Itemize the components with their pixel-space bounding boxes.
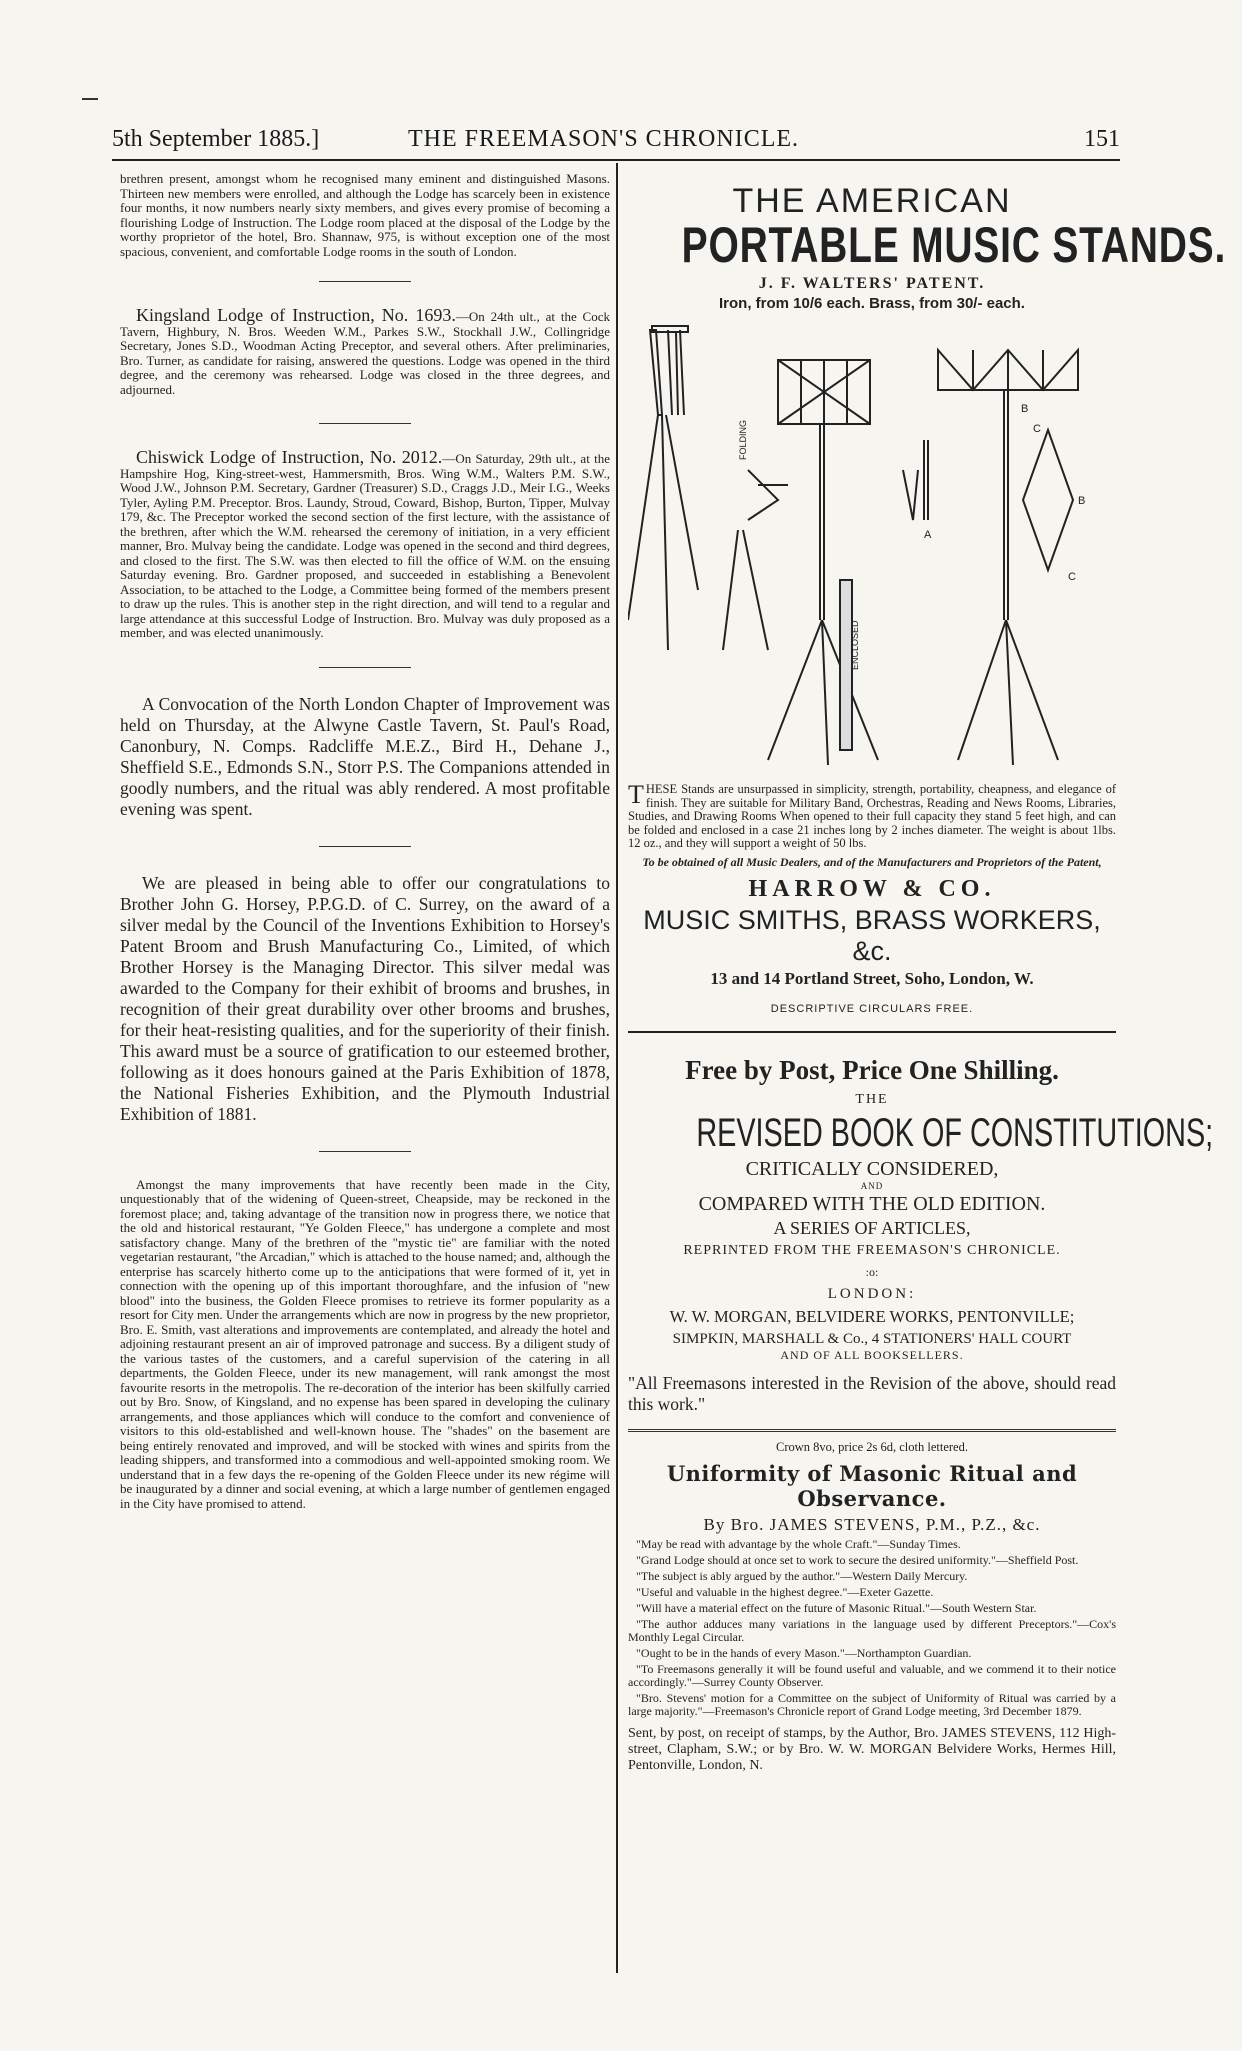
golden-fleece-article	[120, 1178, 610, 1512]
review-item: "May be read with advantage by the whole Craft."—Sunday Times.	[636, 1536, 961, 1551]
book-and: AND	[860, 1180, 884, 1191]
drop-cap: T	[628, 780, 644, 809]
lyre-stand-drawing	[903, 350, 1078, 765]
book-ornament: :o:	[865, 1264, 879, 1279]
book-reprinted: REPRINTED FROM THE FREEMASON'S CHRONICLE.	[683, 1242, 1061, 1258]
horsey-text: We are pleased in being able to offer our congratulations to Brother John G. Horsey, P.P.G.D. of C. Surrey, on the award of a silver medal by the Council of the Inventions Exhibition to Horsey's Patent Broom and Brush Manufacturing Co., Limited, of which Brother Horsey is the Managing Director. This silver medal was awarded to the Company for their exhibit of brooms and brushes, in recognition of their great durability over other brooms and brushes, for their heat-resisting qualities, and for the superiority of their finish. This award must be a source of gratification to our esteemed brother, following as it does honours gained at the Paris Exhibition of 1878, the National Fisheries Exhibition, and the Plymouth Industrial Exhibition of 1881.	[120, 872, 610, 1124]
review-item: "The subject is ably argued by the author."—Western Daily Mercury.	[636, 1568, 968, 1583]
book-london: LONDON:	[827, 1285, 917, 1302]
chiswick-text: —On Saturday, 29th ult., at the Hampshire Hog, King-street-west, Hammersmith, Bros. Wing W.M., Walters P.M. S.W., Wood J.W., Johnson P.M. Secretary, Gardner (Treasurer) S.D., Craggs J.D., Meir I.G., Weeks Tyler, Ayling P.M. Preceptor. Bros. Laundy, Stroud, Coward, Bishop, Burton, Tipper, Mulvay 179, &c. The Preceptor worked the second section of the first lecture, with the assistance of the brethren, after which the W.M. rehearsed the ceremony of initiation, in a very efficient manner, Bro. Mulvay being the candidate. Lodge was opened in the second and third degrees, and closed to the first. The S.W. was then elected to fill the office of W.M. on the ensuing Saturday evening. Bro. Gardner proposed, and succeeded in establishing a Benevolent Association, to be attached to the Lodge, a Committee being formed of the members present to draw up the rules. This is another step in the right direction, and will tend to a regular and large attendance at this successful Lodge of Instruction. Bro. Mulvay was duly proposed as a member, and was elected unanimously.	[120, 451, 611, 640]
constitutions-advert	[628, 1054, 1214, 1415]
ad-trades: MUSIC SMITHS, BRASS WORKERS, &c.	[643, 904, 1101, 966]
uniformity-title: Uniformity of Masonic Ritual and Observance.	[666, 1460, 1078, 1511]
book-publisher-3: AND OF ALL BOOKSELLERS.	[780, 1347, 964, 1362]
ad-patent: J. F. WALTERS' PATENT.	[758, 275, 986, 292]
left-column	[120, 172, 610, 1511]
music-stands-illustration	[628, 320, 1098, 770]
convocation-text: A Convocation of the North London Chapter of Improvement was held on Thursday, at the Alwyne Castle Tavern, St. Paul's Road, Canonbury, N. Comps. Radcliffe M.E.Z., Bird H., Dehane J., Sheffield S.E., Edmonds S.N., Storr P.S. The Companions attended in goodly numbers, and the ritual was ably rendered. A most profitable evening was spent.	[120, 693, 610, 819]
golden-fleece-text: Amongst the many improvements that have recently been made in the City, unquestionably that of the widening of Queen-street, Cheapside, may be reckoned in the foremost place; and, taking advantage of the transition now in progress there, we notice that the old and historical restaurant, "Ye Golden Fleece," has undergone a complete and most satisfactory change. Many of the brethren of the "mystic tie" are familiar with the noted vegetarian restaurant, "the Arcadian," which is attached to the house named; and, although the enterprise has scarcely hitherto come up to the anticipations that were formed of it, yet in connection with the opening up of this important thoroughfare, and the infusion of "new blood" into the business, the Golden Fleece promises to retrieve its former popularity as a resort for City men. Under the arrangements which are now in progress by the new proprietor, Bro. E. Smith, vast alterations and improvements are contemplated, and already the hotel and adjoining restaurant present an air of improved patronage and success. By a diligent study of the various tastes of the customers, and a careful supervision of the catering in all departments, the Golden Fleece, under its new management, will rank amongst the most favourite resorts in the metropolis. The re-decoration of the interior has been skilfully carried out by Bro. Snow, of Kingsland, and no expense has been spared in developing the culinary arrangements, and those appliances which will conduce to the comfort and convenience of visitors to this old-established and well-known house. The "shades" on the basement are being entirely renovated and improved, and will be stocked with wines and spirits from the leading shippers, and transformed into a commodious and well-appointed smoking room. We understand that in a few days the re-opening of the Golden Fleece under its new régime will be inaugurated by a dinner and social evening, at which a large number of gentlemen engaged in the City have promised to attend.	[120, 1176, 610, 1511]
label-b: B	[1021, 403, 1029, 415]
book-publisher-1: W. W. MORGAN, BELVIDERE WORKS, PENTONVILLE;	[669, 1306, 1075, 1326]
label-b2: B	[1078, 495, 1086, 507]
ad-circulars: DESCRIPTIVE CIRCULARS FREE.	[770, 1002, 974, 1015]
ad-prices: Iron, from 10/6 each. Brass, from 30/- each.	[719, 295, 1025, 312]
double-rule	[628, 1429, 1116, 1432]
folding-label: FOLDING	[738, 419, 748, 460]
separator	[319, 281, 411, 282]
uniformity-ordering: Sent, by post, on receipt of stamps, by the Author, Bro. JAMES STEVENS, 112 High-street, Clapham, S.W.; or by Bro. W. W. MORGAN Belvidere Works, Hermes Hill, Pentonville, London, N.	[628, 1725, 1116, 1773]
ad-company: HARROW & CO.	[748, 875, 996, 902]
chiswick-article	[120, 447, 611, 641]
horsey-article	[120, 873, 610, 1125]
separator	[319, 423, 411, 424]
review-item: "Useful and valuable in the highest degree."—Exeter Gazette.	[636, 1584, 934, 1599]
book-publisher-2: SIMPKIN, MARSHALL & Co., 4 STATIONERS' HALL COURT	[672, 1330, 1072, 1347]
book-title: REVISED BOOK OF CONSTITUTIONS;	[696, 1110, 1214, 1155]
review-item: "Will have a material effect on the future of Masonic Ritual."—South Western Star.	[636, 1600, 1037, 1615]
uniformity-advert	[628, 1440, 1116, 1774]
kingsland-text: —On 24th ult., at the Cock Tavern, Highbury, N. Bros. Weeden W.M., Parkes S.W., Stockhall J.W., Collingridge Secretary, Jones S.D., Woodman Acting Preceptor, and several others. After preliminaries, Bro. Turner, as candidate for raising, answered the questions. Lodge was opened in the third degree, and the ceremony was rehearsed. Lodge was closed in the three degrees, and adjourned.	[120, 309, 610, 397]
book-critically: CRITICALLY CONSIDERED,	[745, 1157, 999, 1180]
review-item: "Grand Lodge should at once set to work to secure the desired uniformity."—Sheffield Post.	[636, 1552, 1079, 1567]
separator	[319, 1151, 411, 1152]
right-column	[628, 172, 1227, 1774]
review-item: "The author adduces many variations in the language used by different Preceptors."—Cox's Monthly Legal Circular.	[628, 1616, 1116, 1644]
label-c: C	[1033, 423, 1041, 435]
margin-mark	[82, 98, 98, 100]
review-item: "Ought to be in the hands of every Mason."—Northampton Guardian.	[636, 1645, 972, 1660]
article-continuation	[120, 172, 610, 259]
page-number: 151	[1084, 126, 1120, 152]
uniformity-price: Crown 8vo, price 2s 6d, cloth lettered.	[776, 1439, 968, 1454]
book-quote: "All Freemasons interested in the Revision of the above, should read this work."	[628, 1372, 1116, 1414]
book-series: A SERIES OF ARTICLES,	[773, 1217, 971, 1238]
label-a: A	[924, 529, 932, 541]
book-compared: COMPARED WITH THE OLD EDITION.	[698, 1192, 1046, 1215]
kingsland-article	[120, 305, 610, 397]
ad-body-text: HESE Stands are unsurpassed in simplicity, strength, portability, cheapness, and elegance of finish. They are suitable for Military Band, Orchestras, Reading and News Rooms, Libraries, Studies, and Drawing Rooms When opened to their full capacity they stand 5 feet high, and can be folded and enclosed in a case 21 inches long by 2 inches diameter. The weight is about 1lbs. 12 oz., and they will support a weight of 50 lbs.	[628, 782, 1116, 850]
convocation-article	[120, 694, 610, 820]
ad-address: 13 and 14 Portland Street, Soho, London, W.	[710, 968, 1034, 988]
separator	[319, 846, 411, 847]
review-item: "To Freemasons generally it will be found useful and valuable, and we commend it to their notice accordingly."—Surrey County Observer.	[628, 1661, 1116, 1689]
ad-title-american: THE AMERICAN	[732, 182, 1012, 220]
ad-obtain-note: To be obtained of all Music Dealers, and of the Manufacturers and Proprietors of the Patent,	[642, 854, 1102, 869]
review-item: "Bro. Stevens' motion for a Committee on the subject of Uniformity of Ritual was carried by a large majority."—Freemason's Chronicle report of Grand Lodge meeting, 3rd December 1879.	[628, 1690, 1116, 1718]
kingsland-heading: Kingsland Lodge of Instruction, No. 1693.	[136, 305, 456, 325]
book-the: THE	[855, 1091, 889, 1107]
label-c2: C	[1068, 571, 1076, 583]
book-price: Free by Post, Price One Shilling.	[685, 1054, 1059, 1085]
ad-description	[628, 780, 1116, 851]
uniformity-author: By Bro. JAMES STEVENS, P.M., P.Z., &c.	[703, 1514, 1041, 1534]
review-list	[628, 1538, 1116, 1718]
column-divider	[616, 163, 618, 1973]
continuation-text: brethren present, amongst whom he recognised many eminent and distinguished Masons. Thirteen new members were enrolled, and although the Lodge has scarcely been in existence four months, it now numbers nearly sixty members, and gives every promise of becoming a flourishing Lodge of Instruction. The Lodge room placed at the disposal of the Lodge by the worthy proprietor of the hotel, Bro. Shannaw, 975, is without exception one of the most spacious, convenient, and comfortable Lodge rooms in the south of London.	[120, 171, 610, 259]
page-header	[112, 118, 1120, 158]
separator	[319, 667, 411, 668]
ad-title-music-stands: PORTABLE MUSIC STANDS.	[681, 217, 1227, 273]
issue-date: 5th September 1885.]	[112, 126, 320, 152]
chiswick-heading: Chiswick Lodge of Instruction, No. 2012.	[136, 447, 443, 467]
section-rule	[628, 1031, 1116, 1033]
header-rule	[112, 159, 1120, 161]
folded-stand-drawing	[628, 326, 698, 650]
publication-title: THE FREEMASON'S CHRONICLE.	[408, 126, 800, 152]
enclosed-label: ENCLOSED	[850, 620, 860, 670]
music-stand-advert	[628, 182, 1227, 1015]
